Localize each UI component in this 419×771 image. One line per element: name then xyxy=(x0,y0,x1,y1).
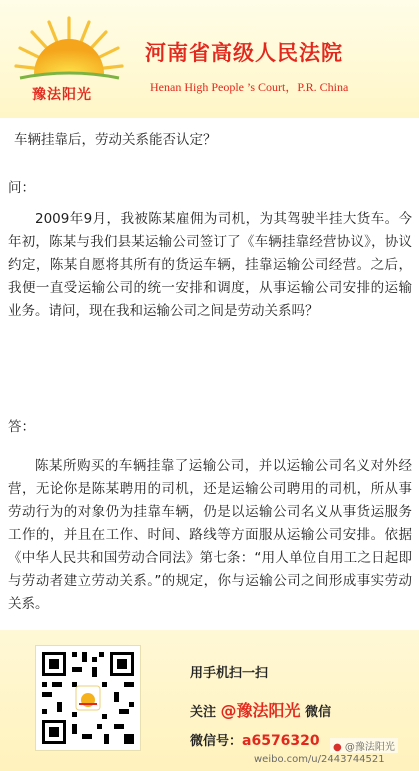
wechat-id: a6576320 xyxy=(242,733,320,749)
wechat-id-line xyxy=(190,730,320,749)
qr-code xyxy=(35,645,141,751)
follow-suffix: 微信 xyxy=(305,705,332,720)
weibo-icon: ● xyxy=(333,742,342,753)
page-header xyxy=(0,0,419,118)
article-title: 车辆挂靠后，劳动关系能否认定？ xyxy=(14,132,217,148)
account-name: @豫法阳光 xyxy=(220,701,301,720)
weibo-watermark xyxy=(330,738,398,753)
answer-paragraph: 陈某所购买的车辆挂靠了运输公司，并以运输公司名义对外经营，无论你是陈某聘用的司机，还是运输公司聘用的司机，所从事劳动行为的对象仍为挂靠车辆，仍是以运输公司名义从事货运服务工作的，并且在工作、时间、路线等方面服从运输公司安排。依据《中华人民共和国劳动合同法》第七条：“用人单位自用工之日起即与劳动者建立劳动关系。”的规定，你与运输公司之间形成事实劳动关系。 xyxy=(8,458,412,612)
qr-code-icon xyxy=(36,646,140,750)
logo xyxy=(12,8,127,108)
court-name-en: Henan High People ’s Court，P.R. China xyxy=(150,80,349,94)
follow-line xyxy=(190,698,331,721)
court-name-cn: 河南省高级人民法院 xyxy=(145,41,343,65)
scan-instruction: 用手机扫一扫 xyxy=(190,666,269,681)
weibo-url: weibo.com/u/2443744521 xyxy=(254,754,385,765)
page-footer xyxy=(0,630,419,771)
answer-label: 答： xyxy=(8,419,35,435)
weibo-handle: @豫法阳光 xyxy=(344,742,395,753)
question-paragraph: 2009年9月，我被陈某雇佣为司机，为其驾驶半挂大货车。今年初，陈某与我们县某运输公司签订了《车辆挂靠经营协议》，协议约定，陈某自愿将其所有的货运车辆，挂靠运输公司经营。之后，我便一直受运输公司的统一安排和调度，从事运输公司安排的运输业务。请问，现在我和运输公司之间是劳动关系吗？ xyxy=(8,211,412,319)
question-label: 问： xyxy=(8,180,35,196)
logo-text: 豫法阳光 xyxy=(32,87,92,103)
follow-prefix: 关注 xyxy=(190,705,217,720)
wechat-label: 微信号： xyxy=(190,734,243,749)
